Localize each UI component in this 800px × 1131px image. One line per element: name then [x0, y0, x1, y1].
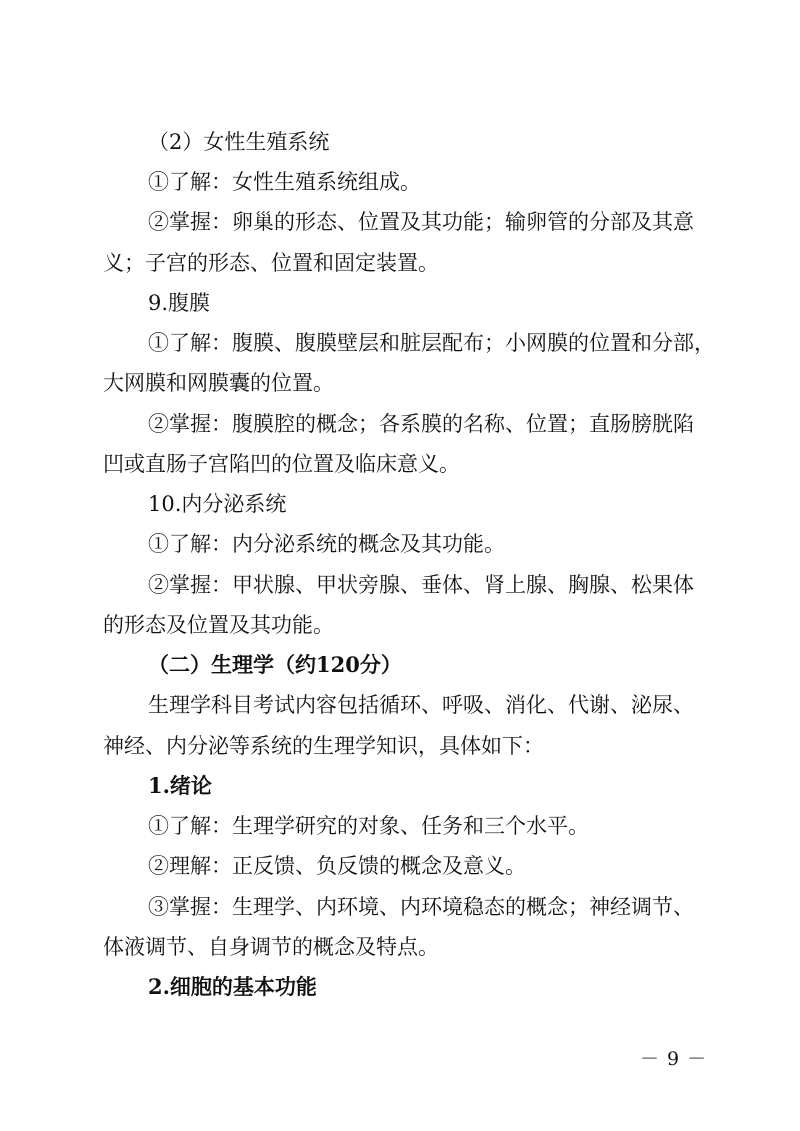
- section-heading-introduction: 1.绪论: [148, 773, 212, 798]
- peritoneum-understand-line1: ①了解：腹膜、腹膜壁层和脏层配布；小网膜的位置和分部，: [148, 331, 715, 355]
- introduction-master-line2: 体液调节、自身调节的概念及特点。: [103, 935, 439, 959]
- endocrine-master-line2: 的形态及位置及其功能。: [103, 613, 334, 637]
- introduction-understand: ①了解：生理学研究的对象、任务和三个水平。: [148, 814, 589, 838]
- peritoneum-understand-line2: 大网膜和网膜囊的位置。: [103, 371, 334, 395]
- page-number: － 9 －: [640, 1048, 708, 1070]
- physiology-intro-line2: 神经、内分泌等系统的生理学知识，具体如下：: [103, 734, 544, 758]
- endocrine-master-line1: ②掌握：甲状腺、甲状旁腺、垂体、肾上腺、胸腺、松果体: [148, 573, 694, 597]
- section-heading-female-reproductive: （2）女性生殖系统: [148, 130, 330, 154]
- section-heading-peritoneum: 9.腹膜: [148, 291, 211, 315]
- endocrine-understand: ①了解：内分泌系统的概念及其功能。: [148, 532, 505, 556]
- section-heading-endocrine: 10.内分泌系统: [148, 492, 287, 516]
- introduction-master-line1: ③掌握：生理学、内环境、内环境稳态的概念；神经调节、: [148, 895, 694, 919]
- section-heading-cell-function: 2.细胞的基本功能: [148, 974, 317, 999]
- female-reproductive-understand: ①了解：女性生殖系统组成。: [148, 170, 421, 194]
- female-reproductive-master-line2: 义；子宫的形态、位置和固定装置。: [103, 251, 439, 275]
- section-heading-physiology: （二）生理学（约120分）: [148, 652, 402, 677]
- introduction-comprehend: ②理解：正反馈、负反馈的概念及意义。: [148, 854, 526, 878]
- peritoneum-master-line1: ②掌握：腹膜腔的概念；各系膜的名称、位置；直肠膀胱陷: [148, 412, 694, 436]
- peritoneum-master-line2: 凹或直肠子宫陷凹的位置及临床意义。: [103, 452, 460, 476]
- physiology-intro-line1: 生理学科目考试内容包括循环、呼吸、消化、代谢、泌尿、: [148, 693, 694, 717]
- female-reproductive-master-line1: ②掌握：卵巢的形态、位置及其功能；输卵管的分部及其意: [148, 210, 694, 234]
